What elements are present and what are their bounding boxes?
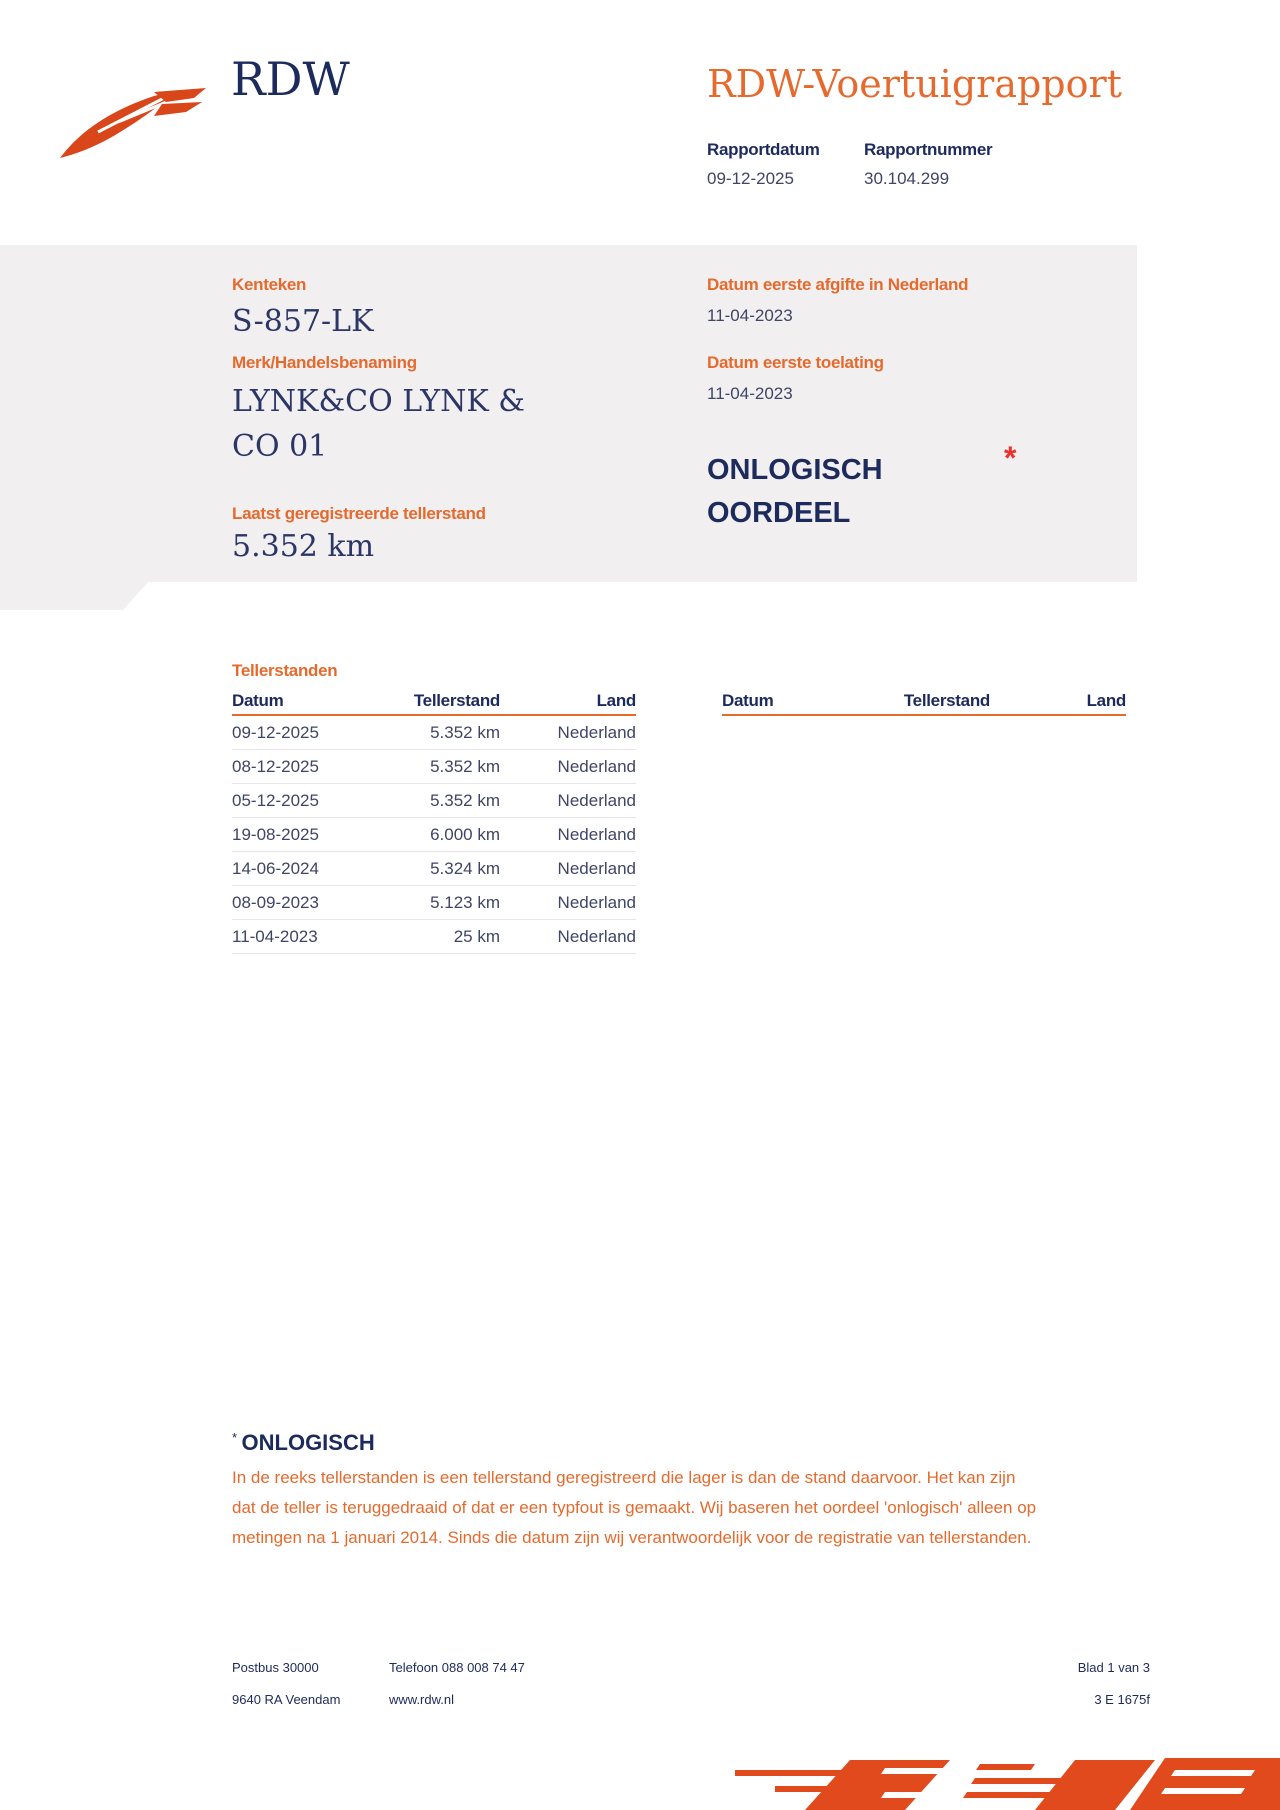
rdw-logo-icon bbox=[58, 82, 208, 160]
vehicle-summary-panel bbox=[0, 245, 1137, 582]
note-marker: * bbox=[232, 1430, 238, 1445]
reading-odometer: 5.352 km bbox=[372, 715, 500, 750]
col-date-header: Datum bbox=[232, 690, 372, 715]
reading-odometer: 5.352 km bbox=[372, 750, 500, 784]
odometer-value: 5.352 km bbox=[232, 529, 375, 564]
readings-header-row bbox=[232, 690, 636, 715]
reading-date: 19-08-2025 bbox=[232, 818, 372, 852]
table-row bbox=[232, 818, 636, 852]
reading-country: Nederland bbox=[500, 886, 636, 920]
readings-table bbox=[232, 690, 636, 954]
report-number-label: Rapportnummer bbox=[864, 140, 993, 159]
readings-table-continued bbox=[722, 690, 1126, 716]
verdict-line1: ONLOGISCH bbox=[707, 454, 883, 486]
report-title: RDW-Voertuigrapport bbox=[707, 62, 1122, 106]
col-date-header: Datum bbox=[722, 690, 862, 715]
table-row bbox=[232, 750, 636, 784]
reading-date: 08-09-2023 bbox=[232, 886, 372, 920]
table-row bbox=[232, 920, 636, 954]
reading-date: 08-12-2025 bbox=[232, 750, 372, 784]
reading-country: Nederland bbox=[500, 715, 636, 750]
footer-page-number: Blad 1 van 3 bbox=[1077, 1660, 1150, 1675]
plate-label: Kenteken bbox=[232, 275, 307, 294]
panel-tail bbox=[0, 580, 150, 610]
table-row bbox=[232, 784, 636, 818]
table-row bbox=[232, 852, 636, 886]
plate-value: S-857-LK bbox=[232, 304, 374, 339]
first-admission-label: Datum eerste toelating bbox=[707, 353, 884, 372]
reading-odometer: 6.000 km bbox=[372, 818, 500, 852]
reading-date: 11-04-2023 bbox=[232, 920, 372, 954]
footer-document-code: 3 E 1675f bbox=[1094, 1692, 1150, 1707]
col-odometer-header: Tellerstand bbox=[862, 690, 990, 715]
col-country-header: Land bbox=[990, 690, 1126, 715]
report-date-label: Rapportdatum bbox=[707, 140, 820, 159]
first-nl-label: Datum eerste afgifte in Nederland bbox=[707, 275, 969, 294]
reading-date: 14-06-2024 bbox=[232, 852, 372, 886]
reading-country: Nederland bbox=[500, 784, 636, 818]
first-admission-value: 11-04-2023 bbox=[707, 384, 793, 403]
readings-title: Tellerstanden bbox=[232, 661, 338, 680]
reading-country: Nederland bbox=[500, 750, 636, 784]
note-heading bbox=[232, 1430, 375, 1456]
make-value-line2: CO 01 bbox=[232, 429, 328, 464]
table-row bbox=[232, 886, 636, 920]
report-date: 09-12-2025 bbox=[707, 169, 794, 188]
note-line1: In de reeks tellerstanden is een tellerstand geregistreerd die lager is dan de stand daarvoor. Het kan zijn bbox=[232, 1468, 1016, 1487]
footer-phone: Telefoon 088 008 74 47 bbox=[389, 1660, 525, 1675]
footer-postbus: Postbus 30000 bbox=[232, 1660, 319, 1675]
readings-header-row-continued bbox=[722, 690, 1126, 715]
reading-odometer: 5.352 km bbox=[372, 784, 500, 818]
note-line2: dat de teller is teruggedraaid of dat er een typfout is gemaakt. Wij baseren het oordeel 'onlogisch' alleen op bbox=[232, 1498, 1037, 1517]
table-row bbox=[232, 715, 636, 750]
footer-address: 9640 RA Veendam bbox=[232, 1692, 341, 1707]
reading-odometer: 5.324 km bbox=[372, 852, 500, 886]
reading-odometer: 5.123 km bbox=[372, 886, 500, 920]
reading-country: Nederland bbox=[500, 818, 636, 852]
note-title: ONLOGISCH bbox=[241, 1430, 375, 1455]
first-nl-value: 11-04-2023 bbox=[707, 306, 793, 325]
make-value-line1: LYNK&CO LYNK & bbox=[232, 384, 525, 419]
note-line3: metingen na 1 januari 2014. Sinds die datum zijn wij verantwoordelijk voor de registratie van tellerstanden. bbox=[232, 1528, 1032, 1547]
reading-date: 05-12-2025 bbox=[232, 784, 372, 818]
col-odometer-header: Tellerstand bbox=[372, 690, 500, 715]
report-number: 30.104.299 bbox=[864, 169, 950, 188]
reading-date: 09-12-2025 bbox=[232, 715, 372, 750]
decorative-stripes-icon bbox=[735, 1756, 1280, 1810]
verdict-asterisk: * bbox=[1004, 440, 1017, 476]
reading-country: Nederland bbox=[500, 920, 636, 954]
brand-name: RDW bbox=[231, 52, 350, 106]
reading-country: Nederland bbox=[500, 852, 636, 886]
col-country-header: Land bbox=[500, 690, 636, 715]
footer-website[interactable]: www.rdw.nl bbox=[389, 1692, 455, 1707]
reading-odometer: 25 km bbox=[372, 920, 500, 954]
verdict-line2: OORDEEL bbox=[707, 497, 851, 529]
make-label: Merk/Handelsbenaming bbox=[232, 353, 417, 372]
odometer-label: Laatst geregistreerde tellerstand bbox=[232, 504, 486, 523]
